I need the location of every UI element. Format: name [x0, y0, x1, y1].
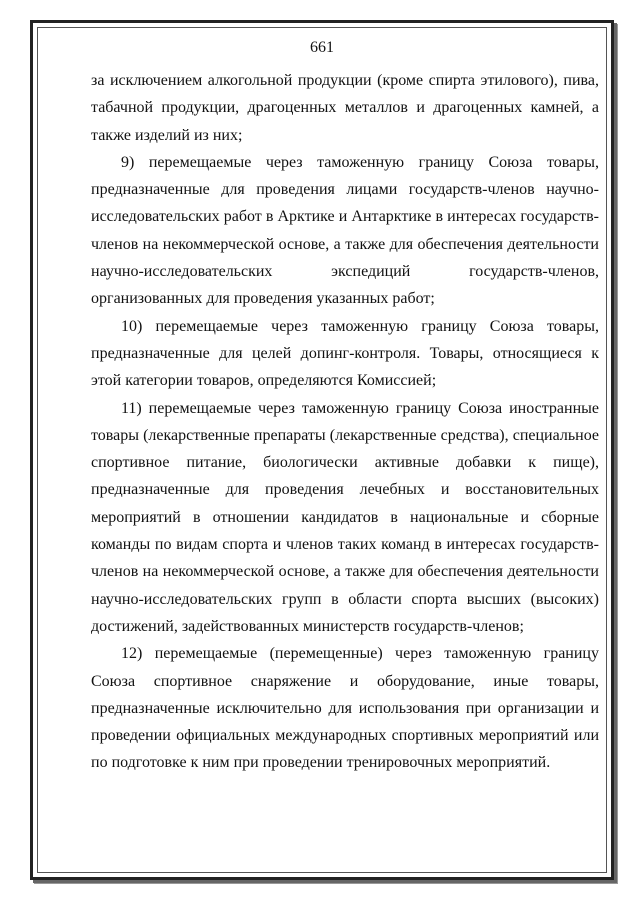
document-page — [30, 20, 614, 880]
page-body — [91, 67, 599, 777]
paragraph-item-12: 12) перемещаемые (перемещенные) через таможенную границу Союза спортивное снаряжение и оборудование, иные товары, предназначенные исключительно для использования при организации и проведении официальных международных спортивных мероприятий или по подготовке к ним при проведении тренировочных мероприятий. — [91, 645, 599, 772]
paragraph-item-10: 10) перемещаемые через таможенную границу Союза товары, предназначенные для целей допинг-контроля. Товары, относящиеся к этой категории товаров, определяются Комиссией; — [91, 317, 599, 390]
paragraph-item-11: 11) перемещаемые через таможенную границу Союза иностранные товары (лекарственные препараты (лекарственные средства), специальное спортивное питание, биологически активные добавки к пище), предназначенные для проведения лечебных и восстановительных мероприятий в отношении кандидатов в национальные и сборные команды по видам спорта и членов таких команд в интересах государств-членов на некоммерческой основе, а также для обеспечения деятельности научно-исследовательских групп в области спорта высших (высоких) достижений, задействованных министерств государств-членов; — [91, 399, 599, 635]
paragraph-item-9: 9) перемещаемые через таможенную границу Союза товары, предназначенные для проведения лицами государств-членов научно-исследовательских работ в Арктике и Антарктике в интересах государств-членов на некоммерческой основе, а также для обеспечения деятельности научно-исследовательских экспедиций государств-членов, организованных для проведения указанных работ; — [91, 153, 599, 308]
page-number: 661 — [310, 39, 334, 56]
paragraph-continuation: за исключением алкогольной продукции (кроме спирта этилового), пива, табачной продукции, драгоценных металлов и драгоценных камней, а также изделий из них; — [91, 72, 599, 144]
